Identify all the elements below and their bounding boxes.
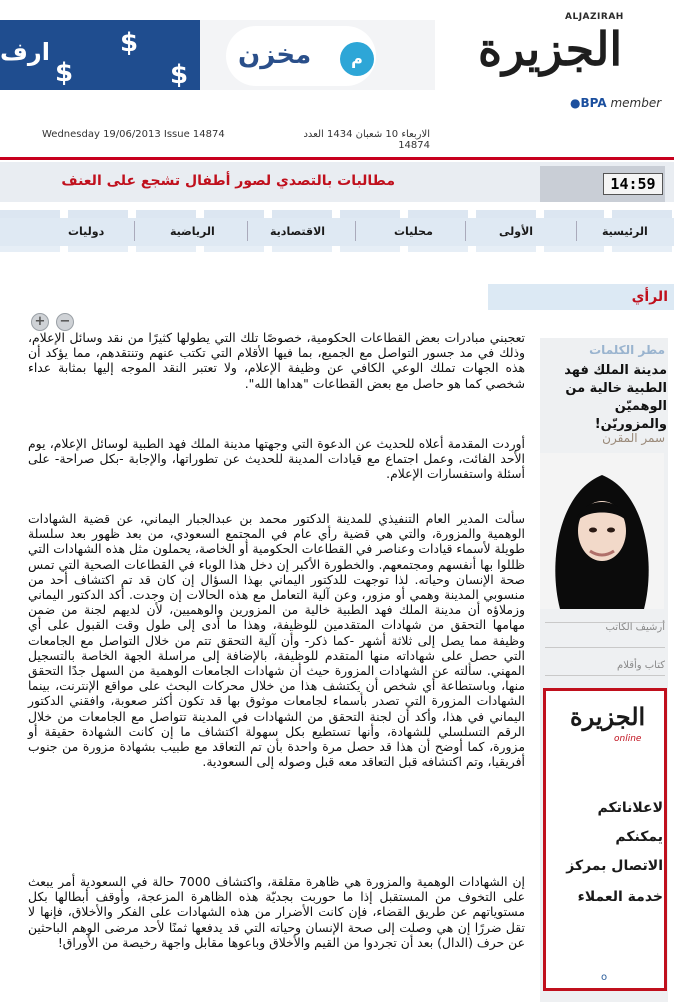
bpa-member-badge [570,96,661,110]
ad-line: الاتصال بمركز [566,858,663,874]
dollar-icon: $ [170,60,189,90]
site-logo[interactable]: الجزيرة [478,22,623,76]
article-title: مدينة الملك فهد الطبية خالية من الوهميّن والمزوريّن! [564,363,667,432]
bpa-label: BPA [580,96,607,110]
divider [545,647,665,648]
date-english: Wednesday 19/06/2013 Issue 14874 [42,129,225,140]
nav-item-economy[interactable]: الاقتصادية [270,225,326,238]
divider [545,675,665,676]
nav-separator [134,221,135,241]
nav-separator [576,221,577,241]
ad-line: يمكنكم [615,829,663,845]
zoom-in-icon[interactable]: + [31,313,49,331]
article-paragraph: تعجبني مبادرات بعض القطاعات الحكومية، خصوصًا تلك التي يطولها كثيرًا من نقد وسائل الإعلام، وذلك في مد جسور التواصل مع الجميع، بما فيها الأقلام التي تكتب عنهم وتنتقدهم، مما يؤكد أن هذه الجهات تملك الوعي الكافي عن وظيفة الإعلام، ولا تعتبر النقد الموجه إليها بمثابة عداء شخصي كما هو حاصل مع بعض القطاعات "هداها الله". [28,330,525,391]
nav-separator [247,221,248,241]
banner-brand-text: مخزن [238,40,312,70]
dollar-icon: $ [120,28,139,58]
article-paragraph: سألت المدير العام التنفيذي للمدينة الدكتور محمد بن عبدالجبار اليماني، عن قضية الشهادات الوهمية والمزورة، والتي هي قضية رأي عام في المجتمع السعودي، من بعد ظهور بعد سلسلة طويلة لأسماء قيادات وعناصر في القطاعات الحكومية أو الخاصة، يحملون مثل هذه الشهادات التي ظللوا بها أنفسهم ومجتمعهم. والخطورة الأكبر إن دخل هذا الوباء في القطاعات الصحية التي تمس صحة الإنسان وحياته. لذا توجهت للدكتور اليماني بهذا السؤال إن كان قد تم اكتشاف أحد من منسوبي المدينة وهمي أو مزور، وعن آلية التعامل مع هذه الحالات إن وجدت. أكد الدكتور اليماني وزملاؤه أن مدينة الملك فهد الطبية خالية من المزورين والوهميين، لأن لديهم لجنة من ضمن مهامها التحقق من شهادات المتقدمين للوظيفة، وهذا ما أدى إلى طول وقت القبول على أي وظيفة مما يصل إلى ثلاثة أشهر -كما ذكر- وأن آلية التحقق تتم من خلال التواصل مع الجامعات التي حصل على شهاداته منها المتقدم للوظيفة، بالإضافة إلى مراسلة الجهة الخاصة بالتسجيل المهني. سألته عن الشهادات المزورة حيث أن شهادات الجامعات الوهمية من السهل جدًا التحقق منها، وباستطاعة أي شخص أن يكتشف هذا من خلال محركات البحث على مواقع الإنترنت، بينما الشهادات المزورة التي تصدر بأسماء لجامعات موثوق بها قد تكون أكثر صعوبة، وافقني الدكتور اليماني في هذا، وأكد أن لجنة التحقق من الشهادات في المدينة تتواصل مع الجامعات من خلال الرقم التسلسلي للشهادة، وأنها تستطيع بكل سهولة اكتشاف ما إن كانت الشهادة حقيقة أو مزورة، كما أوضح أن هذا قد حصل مرة واحدة بأن تم التعاقد مع طبيب بشهادة مزورة من جنوب أفريقيا، وتم اكتشافه قبل التعاقد معه قبل وصوله إلى السعودية. [28,511,525,770]
nav-item-sports[interactable]: الرياضية [170,225,215,238]
author-name[interactable]: سمر المقرن [602,431,665,445]
ad-line: لاعلاناتكم [597,800,663,816]
column-category[interactable]: مطر الكلمات [589,343,665,357]
section-title: الرأي [631,289,668,305]
nav-item-first[interactable]: الأولى [499,225,534,238]
writers-link[interactable]: كتاب وأقلام [617,660,665,671]
zoom-out-icon[interactable]: − [56,313,74,331]
article-paragraph: إن الشهادات الوهمية والمزورة هي ظاهرة مقلقة، واكتشاف 7000 حالة في السعودية أمر يبعث على التخوف من المستقبل إذا ما حوربت بجديّة هذه الظاهرة المزعجة، وأوقف أبطالها بكل مستوياتهم عن طريق القضاء، فإن كانت الأضرار من هذه الشهادات على الفكر والأخلاق، فإنها لا تقل ضررًا إن هي وصلت إلى صحة الإنسان وحياته التي قد يدفعها ثمنًا لأحد مرضى الوهم الباحثين عن حرف (الدال) بعد أن تجردوا من القيم والأخلاق وباعوها مقابل واجهة رخيصة من الأوراق! [28,874,525,950]
nav-item-international[interactable]: دوليات [68,225,105,238]
ticker-clock: 14:59 [603,173,663,195]
article-paragraph: أوردت المقدمة أعلاه للحديث عن الدعوة التي وجهتها مدينة الملك فهد الطبية لوسائل الإعلام، يوم الأحد الفائت، وعمل اجتماع مع قيادات المدينة للحديث عن تطوراتها، والإجابة -بكل صراحة- على أسئلة واستفسارات الإعلام. [28,436,525,482]
banner-left-text: ارف [0,38,50,66]
header-divider [0,157,674,160]
nav-item-home[interactable]: الرئيسية [602,225,648,238]
member-label: member [610,96,662,110]
logo-latin: ALJAZIRAH [565,12,624,22]
nav-item-local[interactable]: محليات [394,225,433,238]
ad-line: خدمة العملاء [577,889,663,905]
banner-brand-icon: م [340,42,374,76]
ad-online-label: online [614,734,642,744]
ticker-headline[interactable]: مطالبات بالتصدي لصور أطفال تشجع على العنف [61,173,395,189]
author-archive-link[interactable]: أرشيف الكاتب [605,622,665,633]
ad-logo: الجزيرة [570,702,646,731]
nav-separator [465,221,466,241]
nav-separator [355,221,356,241]
main-nav [0,218,674,246]
author-portrait [540,453,664,609]
date-arabic: الاربعاء 10 شعبان 1434 العدد 14874 [303,129,430,151]
top-banner-ad[interactable] [0,20,435,90]
nav-decoration-top [0,210,674,218]
author-portrait-drawing [540,453,664,609]
ad-dot: o [601,972,608,983]
nav-decoration-bottom [0,246,674,252]
dollar-icon: $ [55,58,74,88]
bpa-globe-icon: ● [570,96,581,110]
